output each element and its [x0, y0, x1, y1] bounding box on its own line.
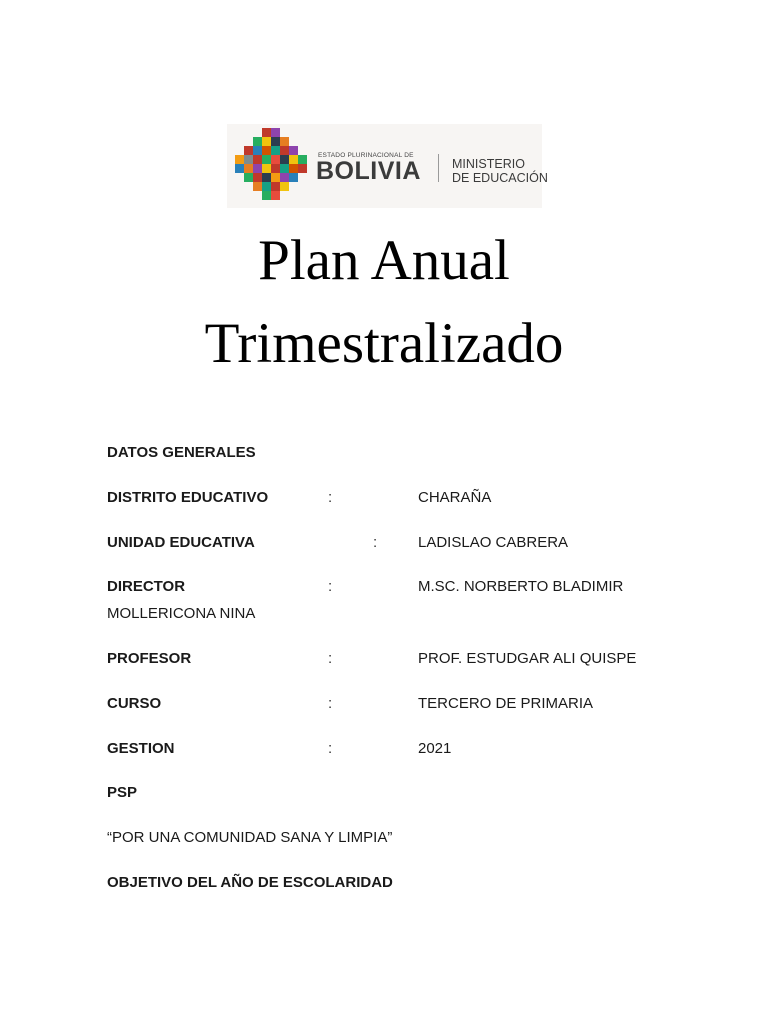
- objetivo-heading: OBJETIVO DEL AÑO DE ESCOLARIDAD: [107, 874, 393, 891]
- profesor-colon: :: [328, 650, 333, 667]
- profesor-value: PROF. ESTUDGAR ALI QUISPE: [418, 650, 637, 667]
- gestion-colon: :: [328, 740, 333, 757]
- unidad-colon: :: [373, 534, 378, 551]
- ministry-logo-banner: [227, 124, 548, 208]
- distrito-value: CHARAÑA: [418, 489, 492, 506]
- profesor-label: PROFESOR: [107, 650, 192, 667]
- director-label: DIRECTOR: [107, 578, 186, 595]
- gestion-label: GESTION: [107, 740, 175, 757]
- bolivia-wordmark: BOLIVIA: [316, 157, 421, 185]
- ministerio-line-2: DE EDUCACIÓN: [452, 171, 548, 185]
- director-colon: :: [328, 578, 333, 595]
- curso-colon: :: [328, 695, 333, 712]
- datos-generales-heading: DATOS GENERALES: [107, 444, 256, 461]
- document-title-line-2: Trimestralizado: [204, 312, 564, 375]
- estado-plurinacional-text: ESTADO PLURINACIONAL DE: [318, 152, 414, 159]
- unidad-label: UNIDAD EDUCATIVA: [107, 534, 255, 551]
- logo-divider: [438, 154, 439, 182]
- ministerio-text: [452, 157, 548, 185]
- unidad-value: LADISLAO CABRERA: [418, 534, 569, 551]
- director-value-continued: MOLLERICONA NINA: [107, 605, 256, 622]
- director-value: M.SC. NORBERTO BLADIMIR: [418, 578, 624, 595]
- bolivia-emblem-icon: [235, 128, 309, 204]
- curso-value: TERCERO DE PRIMARIA: [418, 695, 594, 712]
- gestion-value: 2021: [418, 740, 452, 757]
- distrito-colon: :: [328, 489, 333, 506]
- curso-label: CURSO: [107, 695, 162, 712]
- distrito-label: DISTRITO EDUCATIVO: [107, 489, 269, 506]
- document-title-line-1: Plan Anual: [258, 229, 510, 292]
- psp-text: “POR UNA COMUNIDAD SANA Y LIMPIA”: [107, 829, 393, 846]
- ministerio-line-1: MINISTERIO: [452, 157, 525, 171]
- psp-label: PSP: [107, 784, 138, 801]
